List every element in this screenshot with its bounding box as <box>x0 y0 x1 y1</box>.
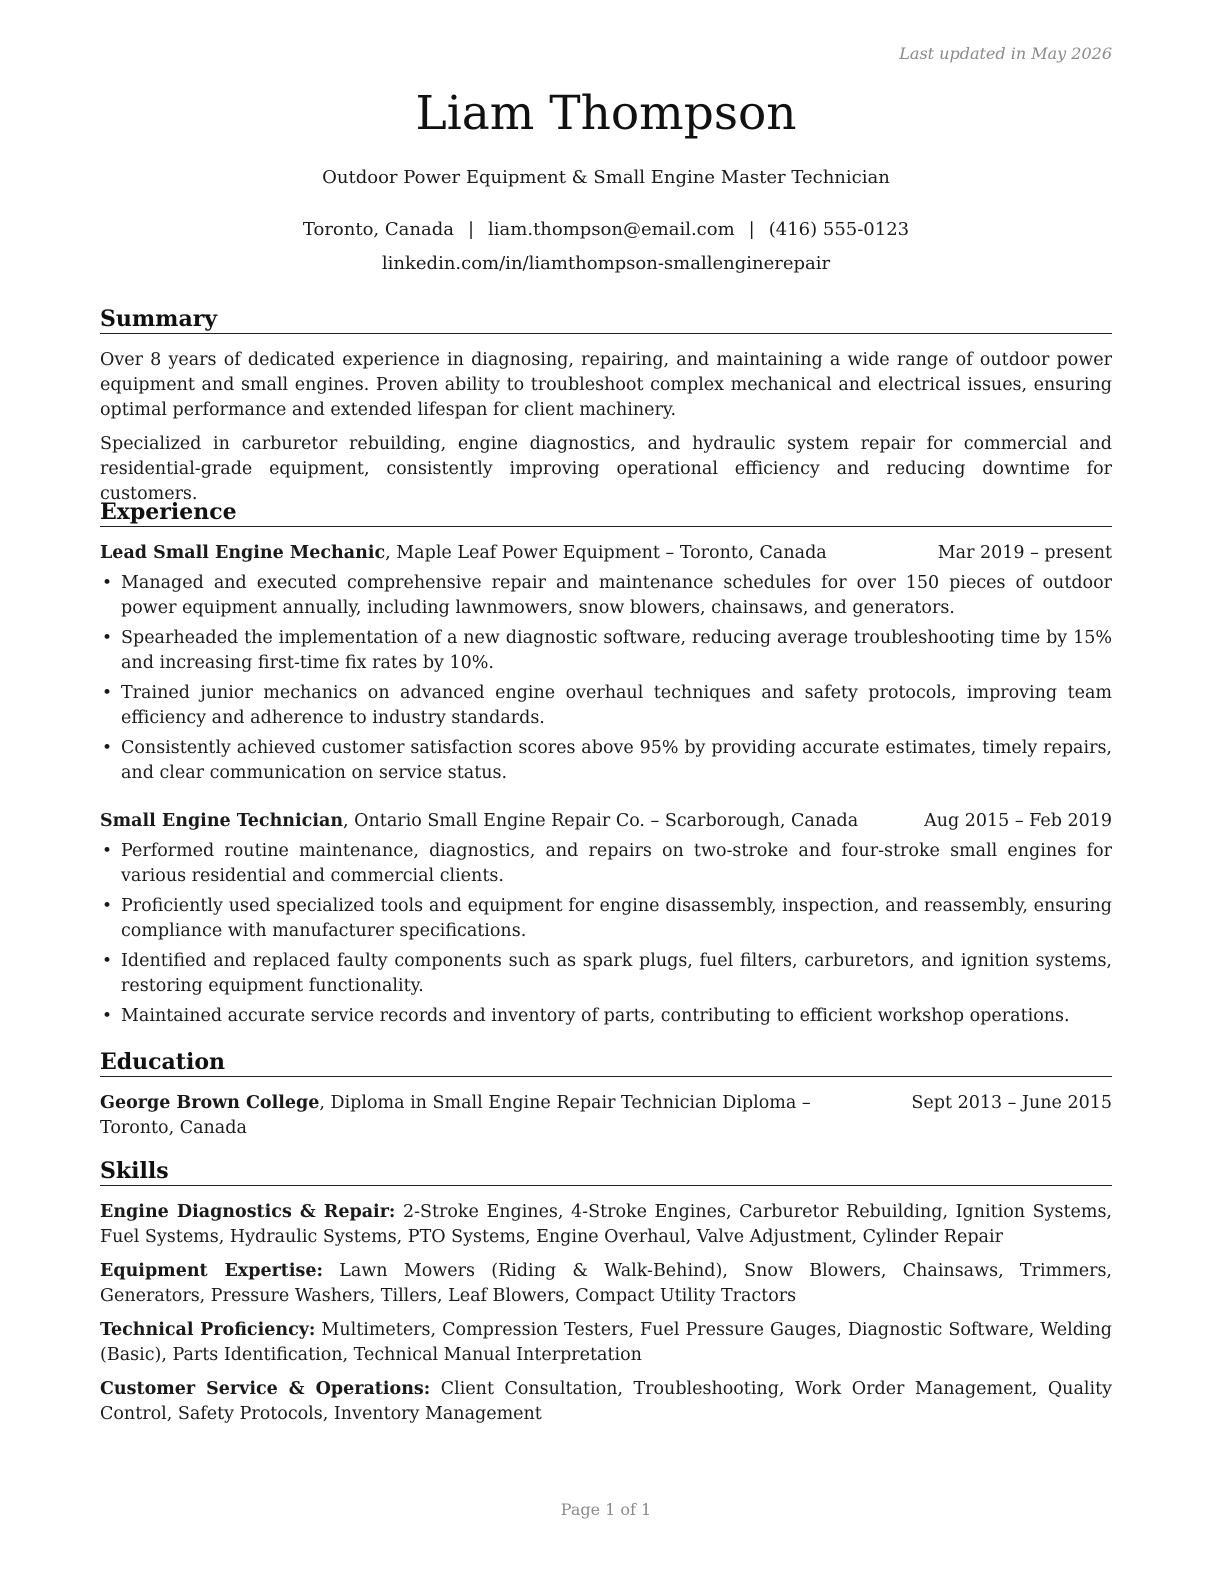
list-item: • Managed and executed comprehensive repair and maintenance schedules for over 150 pieces of outdoor power equipment annually, including lawnmowers, snow blowers, chainsaws, and generators. <box>100 571 1112 621</box>
skill-label: Customer Service & Operations: <box>100 1379 431 1399</box>
list-item: • Identified and replaced faulty components such as spark plugs, fuel filters, carburetors, and ignition systems, restoring equipment functionality. <box>100 949 1112 999</box>
section-title-skills: Skills <box>100 1158 1112 1186</box>
list-item: • Proficiently used specialized tools and equipment for engine disassembly, inspection, and reassembly, ensuring compliance with manufacturer specifications. <box>100 894 1112 944</box>
job-bullets <box>100 839 1112 1034</box>
last-updated: Last updated in May 2026 <box>899 44 1112 63</box>
job-heading <box>100 809 1112 834</box>
skill-items: Multimeters, Compression Testers, Fuel Pressure Gauges, Diagnostic Software, Welding (Basic), Parts Identification, Technical Manual Interpretation <box>100 1320 1112 1365</box>
headline: Outdoor Power Equipment & Small Engine Master Technician <box>322 167 890 188</box>
resume-page <box>100 0 1112 1584</box>
job-company: , Maple Leaf Power Equipment – Toronto, Canada <box>385 543 827 563</box>
list-item: • Performed routine maintenance, diagnostics, and repairs on two-stroke and four-stroke small engines for various residential and commercial clients. <box>100 839 1112 889</box>
summary-paragraph: Over 8 years of dedicated experience in diagnosing, repairing, and maintaining a wide range of outdoor power equipment and small engines. Proven ability to troubleshoot complex mechanical and electrical issues, ensuring optimal performance and extended lifespan for client machinery. <box>100 350 1112 420</box>
separator: | <box>467 219 475 240</box>
summary-paragraph: Specialized in carburetor rebuilding, engine diagnostics, and hydraulic system repair for commercial and residential-grade equipment, consistently improving operational efficiency and reducing downtime for customers. <box>100 434 1112 504</box>
skill-group <box>100 1377 1112 1427</box>
page-number: Page 1 of 1 <box>560 1500 652 1519</box>
candidate-name: Liam Thompson <box>415 86 797 141</box>
location: Toronto, Canada <box>302 219 454 240</box>
education-entry <box>100 1091 1112 1141</box>
school-name: George Brown College <box>100 1093 320 1113</box>
phone[interactable]: (416) 555-0123 <box>768 219 910 240</box>
skill-label: Equipment Expertise: <box>100 1261 323 1281</box>
job-role: Small Engine Technician <box>100 811 344 831</box>
skill-items: Client Consultation, Troubleshooting, Work Order Management, Quality Control, Safety Protocols, Inventory Management <box>100 1379 1113 1424</box>
skill-label: Technical Proficiency: <box>100 1320 316 1340</box>
education-dates: Sept 2013 – June 2015 <box>911 1093 1112 1113</box>
job-dates: Mar 2019 – present <box>937 543 1112 563</box>
skill-items: Lawn Mowers (Riding & Walk-Behind), Snow Blowers, Chainsaws, Trimmers, Generators, Pressure Washers, Tillers, Leaf Blowers, Compact Utility Tractors <box>100 1261 1112 1306</box>
section-title-experience: Experience <box>100 499 1112 527</box>
separator: | <box>748 219 755 240</box>
job-heading <box>100 541 1112 566</box>
contact-line <box>100 219 1112 240</box>
skill-group <box>100 1200 1112 1250</box>
program: , Diploma in Small Engine Repair Technician Diploma – Toronto, Canada <box>100 1093 811 1138</box>
job-bullets <box>100 571 1112 791</box>
list-item: • Trained junior mechanics on advanced engine overhaul techniques and safety protocols, improving team efficiency and adherence to industry standards. <box>100 681 1112 731</box>
linkedin-link[interactable]: linkedin.com/in/liamthompson-smallenginerepair <box>381 253 831 274</box>
job-role: Lead Small Engine Mechanic <box>100 543 386 563</box>
skill-items: 2-Stroke Engines, 4-Stroke Engines, Carburetor Rebuilding, Ignition Systems, Fuel Systems, Hydraulic Systems, PTO Systems, Engine Overhaul, Valve Adjustment, Cylinder Repair <box>100 1202 1112 1247</box>
skill-label: Engine Diagnostics & Repair: <box>100 1202 396 1222</box>
section-title-education: Education <box>100 1049 1112 1077</box>
skill-group <box>100 1318 1112 1368</box>
skill-group <box>100 1259 1112 1309</box>
email-link[interactable]: liam.thompson@email.com <box>488 219 735 240</box>
job-dates: Aug 2015 – Feb 2019 <box>924 811 1112 831</box>
list-item: • Spearheaded the implementation of a new diagnostic software, reducing average troubleshooting time by 15% and increasing first-time fix rates by 10%. <box>100 626 1112 676</box>
list-item: • Maintained accurate service records and inventory of parts, contributing to efficient workshop operations. <box>100 1004 1112 1029</box>
section-title-summary: Summary <box>100 306 1112 334</box>
job-company: , Ontario Small Engine Repair Co. – Scarborough, Canada <box>343 811 859 831</box>
list-item: • Consistently achieved customer satisfaction scores above 95% by providing accurate estimates, timely repairs, and clear communication on service status. <box>100 736 1112 786</box>
